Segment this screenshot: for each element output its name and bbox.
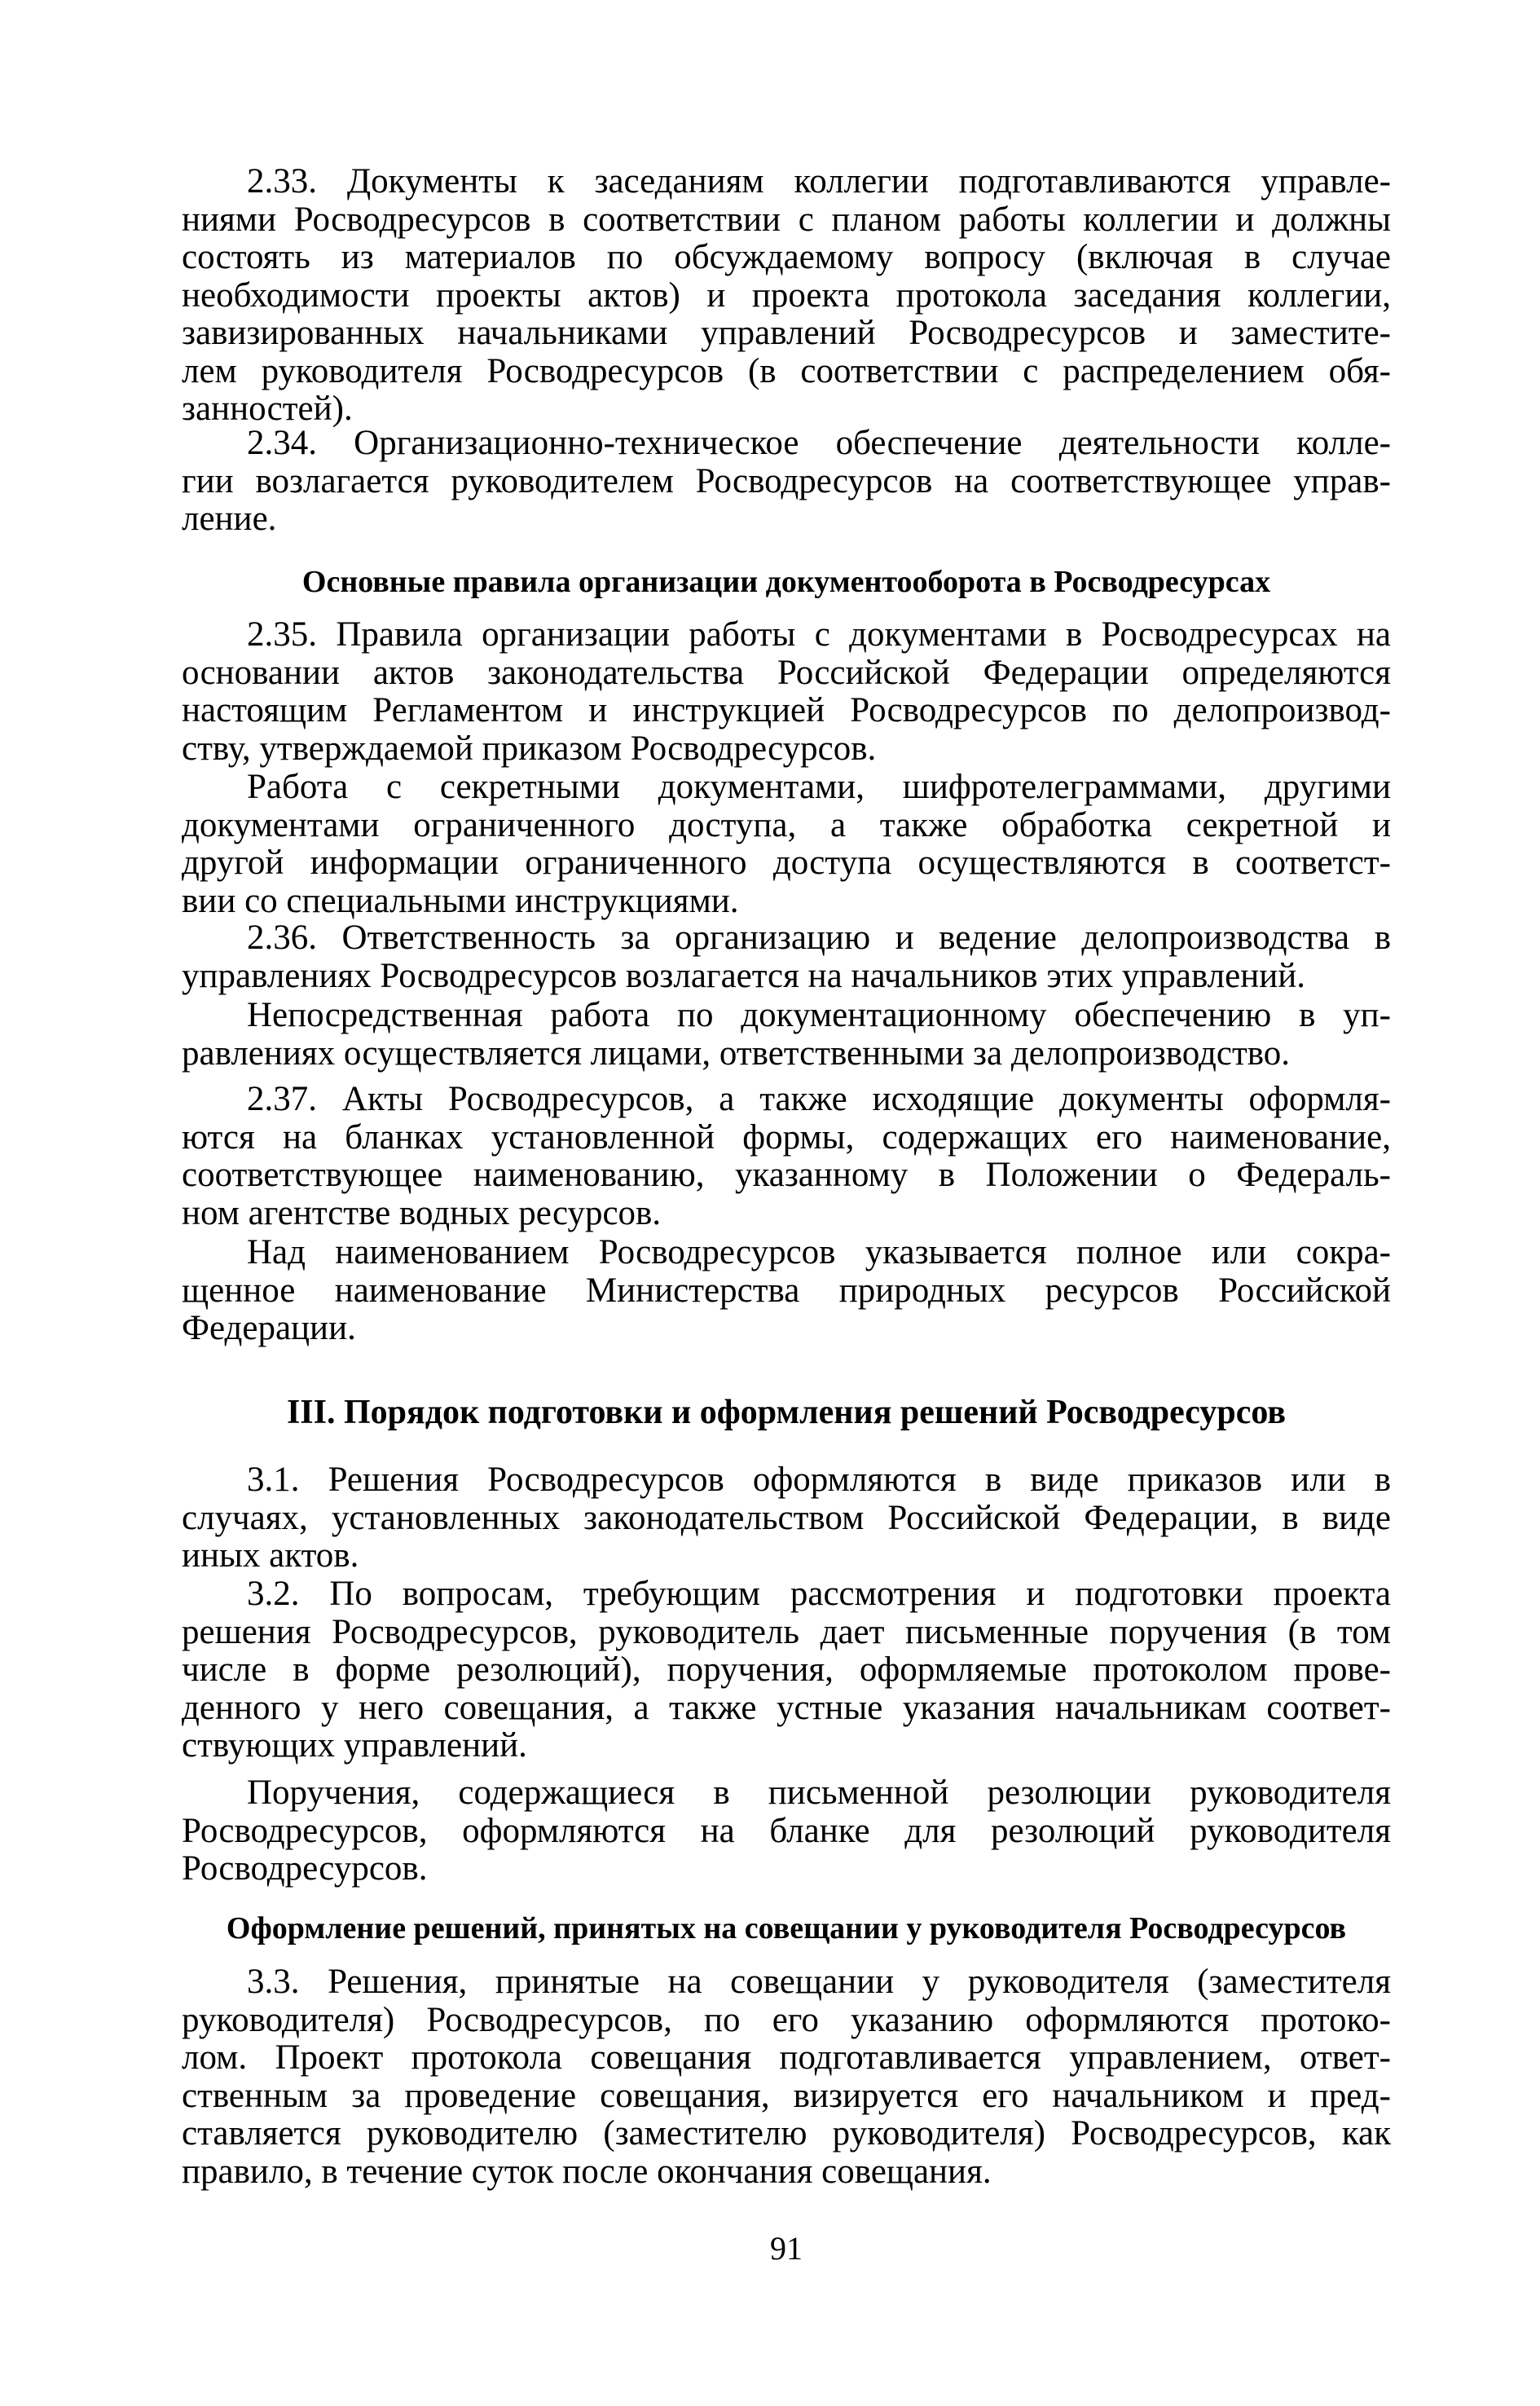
paragraph	[182, 425, 1391, 539]
text-line: Федерации.	[182, 1309, 356, 1347]
paragraph	[182, 1081, 1391, 1232]
paragraph	[182, 616, 1391, 768]
section-heading: III. Порядок подготовки и оформления решений Росводресурсов	[286, 1394, 1287, 1431]
text-line: гии возлагается руководителем Росводресурсов на соответствующее управ-	[182, 461, 1391, 500]
text-line: Поручения, содержащиеся в письменной резолюции руководителя	[247, 1774, 1391, 1812]
paragraph	[182, 769, 1391, 920]
text-line: щенное наименование Министерства природных ресурсов Российской	[182, 1271, 1391, 1310]
text-line: лом. Проект протокола совещания подготавливается управлением, ответ-	[182, 2038, 1391, 2077]
text-line: ставляется руководителю (заместителю руководителя) Росводресурсов, как	[182, 2114, 1391, 2153]
text-line: настоящим Регламентом и инструкцией Росводресурсов по делопроизвод-	[182, 691, 1391, 729]
text-line: правило, в течение суток после окончания совещания.	[182, 2152, 992, 2191]
text-line: 2.33. Документы к заседаниям коллегии подготавливаются управле-	[247, 162, 1391, 200]
text-line: состоять из материалов по обсуждаемому вопросу (включая в случае	[182, 238, 1391, 276]
text-line: равлениях осуществляется лицами, ответственными за делопроизводство.	[182, 1033, 1291, 1073]
text-line: занностей).	[182, 390, 353, 428]
paragraph	[182, 1461, 1391, 1575]
paragraph	[182, 1575, 1391, 1765]
text-line: 2.36. Ответственность за организацию и ведение делопроизводства в	[247, 919, 1391, 957]
text-line: Росводресурсов.	[182, 1849, 428, 1888]
paragraph	[182, 163, 1391, 429]
text-line: денного у него совещания, а также устные указания начальникам соответ-	[182, 1688, 1391, 1727]
text-line: завизированных начальниками управлений Росводресурсов и заместите-	[182, 314, 1391, 352]
text-line: 2.35. Правила организации работы с документами в Росводресурсах на	[247, 615, 1391, 654]
paragraph	[182, 919, 1391, 995]
paragraph	[182, 997, 1391, 1073]
text-line: ление.	[182, 500, 277, 538]
text-line: 3.1. Решения Росводресурсов оформляются в виде приказов или в	[247, 1461, 1391, 1499]
text-line: Над наименованием Росводресурсов указывается полное или сокра-	[247, 1233, 1391, 1271]
text-line: основании актов законодательства Российской Федерации определяются	[182, 653, 1391, 692]
text-line: 2.37. Акты Росводресурсов, а также исходящие документы оформля-	[247, 1080, 1391, 1118]
text-line: соответствующее наименованию, указанному в Положении о Федераль-	[182, 1156, 1391, 1194]
text-line: 2.34. Организационно-техническое обеспечение деятельности колле-	[247, 424, 1391, 462]
text-line: Непосредственная работа по документационному обеспечению в уп-	[247, 996, 1391, 1034]
text-line: ствующих управлений.	[182, 1726, 527, 1765]
text-line: случаях, установленных законодательством Российской Федерации, в виде	[182, 1498, 1391, 1537]
page-number: 91	[770, 2230, 803, 2267]
paragraph	[182, 1963, 1391, 2191]
text-line: Росводресурсов, оформляются на бланке для резолюций руководителя	[182, 1811, 1391, 1850]
text-line: управлениях Росводресурсов возлагается на начальников этих управлений.	[182, 956, 1306, 995]
text-line: 3.3. Решения, принятые на совещании у руководителя (заместителя	[247, 1963, 1391, 2001]
text-line: ном агентстве водных ресурсов.	[182, 1193, 662, 1232]
text-line: 3.2. По вопросам, требующим рассмотрения и подготовки проекта	[247, 1575, 1391, 1613]
text-line: документами ограниченного доступа, а также обработка секретной и	[182, 805, 1391, 844]
text-line: лем руководителя Росводресурсов (в соответствии с распределением обя-	[182, 351, 1391, 390]
text-line: иных актов.	[182, 1536, 359, 1575]
text-line: решения Росводресурсов, руководитель дает письменные поручения (в том	[182, 1612, 1391, 1651]
text-line: необходимости проекты актов) и проекта протокола заседания коллегии,	[182, 275, 1391, 315]
text-line: вии со специальными инструкциями.	[182, 881, 739, 920]
text-line: руководителя) Росводресурсов, по его указанию оформляются протоко-	[182, 2000, 1391, 2039]
text-line: ются на бланках установленной формы, содержащих его наименование,	[182, 1117, 1391, 1157]
text-line: числе в форме резолюций), поручения, оформляемые протоколом прове-	[182, 1650, 1391, 1689]
section-heading: Основные правила организации документооборота в Росводресурсах	[301, 565, 1271, 599]
text-line: ниями Росводресурсов в соответствии с планом работы коллегии и должны	[182, 200, 1391, 239]
paragraph	[182, 1774, 1391, 1888]
text-line: ству, утверждаемой приказом Росводресурсов.	[182, 729, 877, 768]
text-line: Работа с секретными документами, шифротелеграммами, другими	[247, 768, 1391, 806]
section-heading: Оформление решений, принятых на совещании у руководителя Росводресурсов	[226, 1911, 1347, 1946]
paragraph	[182, 1234, 1391, 1348]
text-line: ственным за проведение совещания, визируется его начальником и пред-	[182, 2076, 1391, 2115]
text-line: другой информации ограниченного доступа осуществляются в соответст-	[182, 844, 1391, 882]
